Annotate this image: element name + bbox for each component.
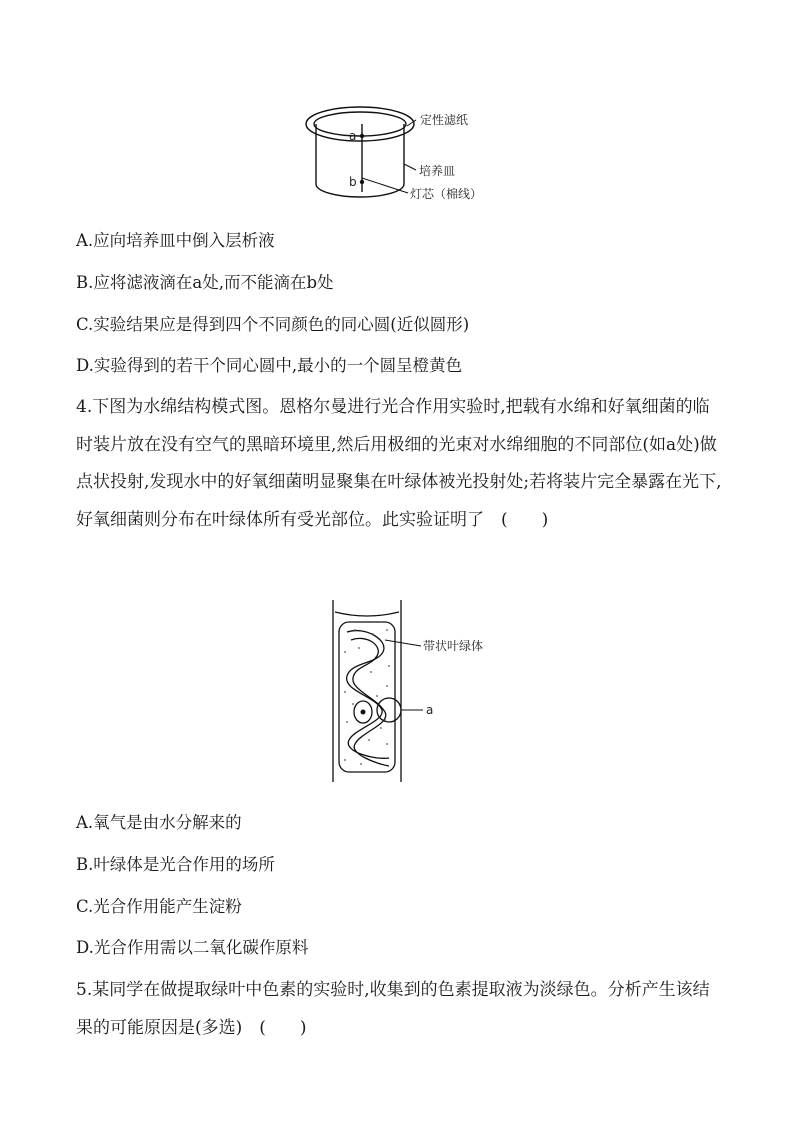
- label-a: a: [349, 129, 357, 143]
- petri-dish-figure: [300, 100, 520, 210]
- q3-option-c: C.实验结果应是得到四个不同颜色的同心圆(近似圆形): [76, 315, 470, 334]
- q4-option-c: C.光合作用能产生淀粉: [76, 897, 242, 916]
- label-spot-a: a: [426, 703, 434, 717]
- callout-wick: 灯芯（棉线）: [410, 187, 483, 201]
- q3-option-d: D.实验得到的若干个同心圆中,最小的一个圆呈橙黄色: [76, 356, 463, 375]
- q4-option-a: A.氧气是由水分解来的: [76, 813, 242, 832]
- q4-option-d: D.光合作用需以二氧化碳作原料: [76, 938, 309, 957]
- callout-filter-paper: 定性滤纸: [420, 113, 469, 127]
- q5-stem: 5.某同学在做提取绿叶中色素的实验时,收集到的色素提取液为淡绿色。分析产生该结果的可能原因是(多选) ( ): [76, 980, 710, 1038]
- q3-option-b: B.应将滤液滴在a处,而不能滴在b处: [76, 273, 334, 292]
- callout-dish: 培养皿: [419, 164, 456, 178]
- q4-option-b: B.叶绿体是光合作用的场所: [76, 855, 275, 874]
- q3-option-a: A.应向培养皿中倒入层析液: [76, 231, 275, 250]
- spirogyra-figure: [325, 600, 485, 785]
- q4-stem: 4.下图为水绵结构模式图。恩格尔曼进行光合作用实验时,把载有水绵和好氧细菌的临时装片放在没有空气的黑暗环境里,然后用极细的光束对水绵细胞的不同部位(如a处)做点状投射,发现水中的好氧细菌明显聚集在叶绿体被光投射处;若将装片完全暴露在光下,好氧细菌则分布在叶绿体所有受光部位。此实验证明了 ( ): [76, 397, 722, 530]
- callout-chloroplast: 带状叶绿体: [423, 639, 484, 653]
- label-b: b: [349, 175, 357, 189]
